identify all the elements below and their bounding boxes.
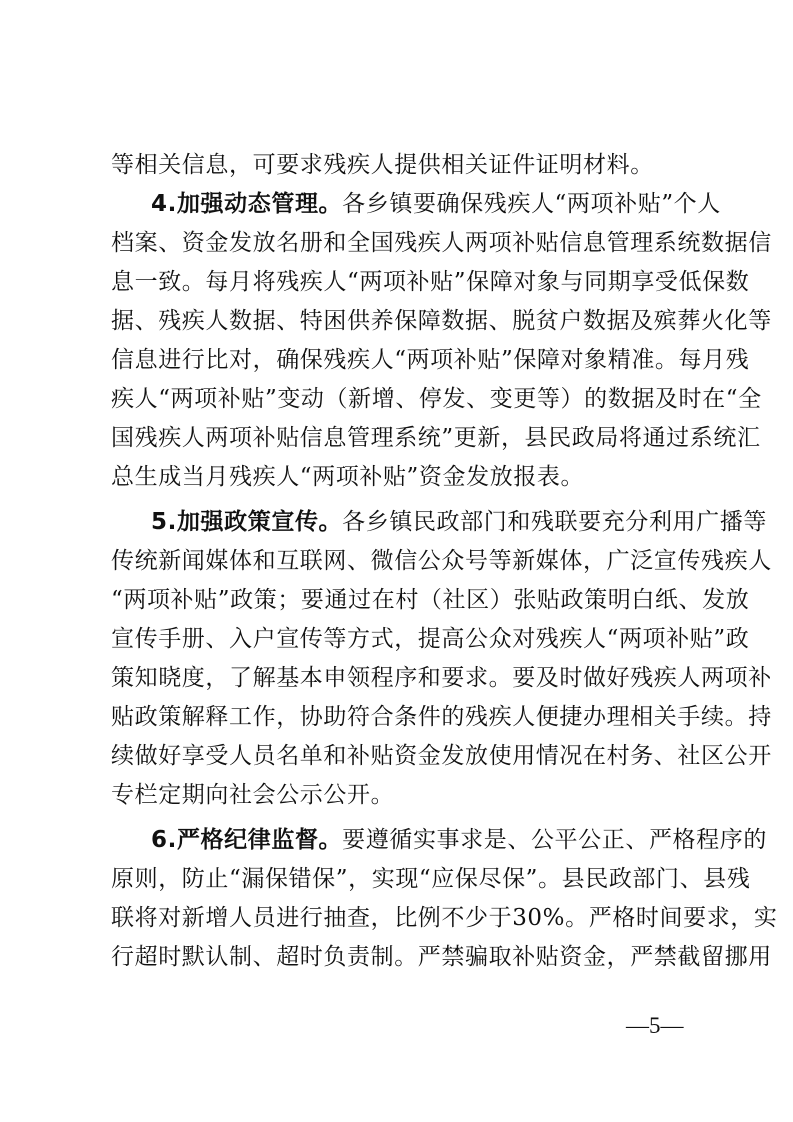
text-line: 策知晓度，了解基本申领程序和要求。要及时做好残疾人两项补 [111,665,772,691]
text-line: 等相关信息，可要求残疾人提供相关证件证明材料。 [111,152,654,178]
text-line: 续做好享受人员名单和补贴资金发放使用情况在村务、社区公开 [111,743,772,769]
text-line: 档案、资金发放名册和全国残疾人两项补贴信息管理系统数据信 [111,230,772,256]
text-line: 信息进行比对，确保残疾人“两项补贴”保障对象精准。每月残 [111,347,750,373]
page-number: —5— [626,1013,684,1038]
text-line: 据、残疾人数据、特困供养保障数据、脱贫户数据及殡葬火化等 [111,308,772,334]
text-line: 贴政策解释工作，协助符合条件的残疾人便捷办理相关手续。持 [111,704,772,730]
text-span: 各乡镇民政部门和残联要充分利用广播等 [342,509,767,535]
text-line: 总生成当月残疾人“两项补贴”资金发放报表。 [111,464,585,490]
section-heading: 6.严格纪律监督。 [151,827,343,853]
paragraph-4 [151,189,721,219]
text-line: 原则，防止“漏保错保”，实现“应保尽保”。县民政部门、县残 [111,866,751,892]
text-span: 要遵循实事求是、公平公正、严格程序的 [342,827,767,853]
section-heading: 5.加强政策宣传。 [151,509,343,535]
text-line: 专栏定期向社会公示公开。 [111,782,395,808]
text-line: 疾人“两项补贴”变动（新增、停发、变更等）的数据及时在“全 [111,386,762,412]
text-line: 行超时默认制、超时负责制。严禁骗取补贴资金，严禁截留挪用 [111,944,772,970]
section-heading: 4.加强动态管理。 [151,191,343,217]
text-line: 息一致。每月将残疾人“两项补贴”保障对象与同期享受低保数 [111,269,750,295]
text-line: 国残疾人两项补贴信息管理系统”更新，县民政局将通过系统汇 [111,425,761,451]
text-span: 各乡镇要确保残疾人“两项补贴”个人 [342,191,721,217]
text-line: “两项补贴”政策；要通过在村（社区）张贴政策明白纸、发放 [111,587,750,613]
text-line: 宣传手册、入户宣传等方式，提高公众对残疾人“两项补贴”政 [111,626,750,652]
text-line: 联将对新增人员进行抽查，比例不少于30%。严格时间要求，实 [111,905,778,931]
paragraph-5 [151,507,767,537]
text-line: 传统新闻媒体和互联网、微信公众号等新媒体，广泛宣传残疾人 [111,548,772,574]
paragraph-6 [151,825,767,855]
